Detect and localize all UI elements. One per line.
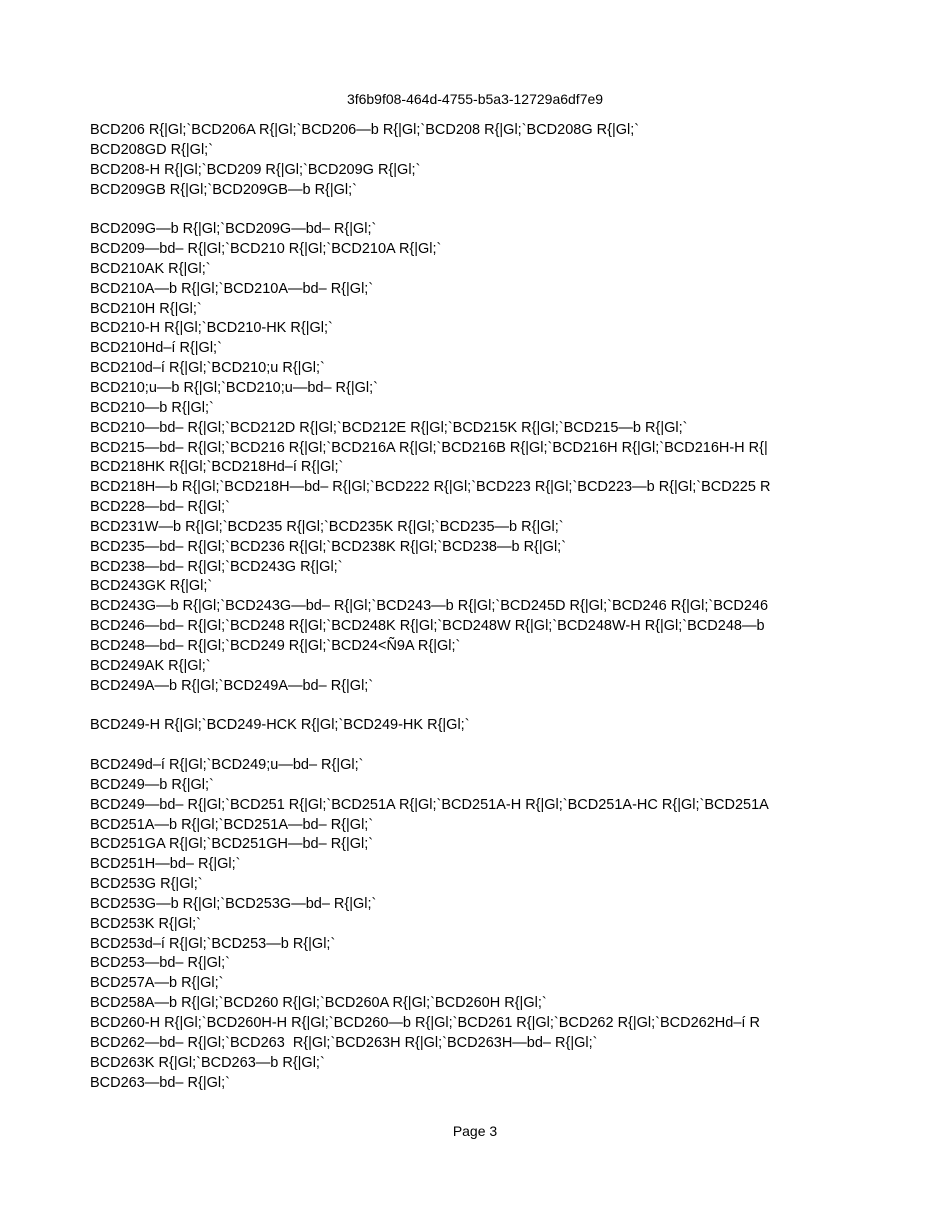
- text-line: BCD209GB R{|Gl;`BCD209GB—b R{|Gl;`: [90, 181, 358, 198]
- text-line: BCD210H R{|Gl;`: [90, 300, 202, 317]
- page-number: Page 3: [452, 1123, 498, 1139]
- text-line: BCD258A—b R{|Gl;`BCD260 R{|Gl;`BCD260A R{|Gl;`BCD260H R{|Gl;`: [90, 995, 547, 1012]
- text-line: BCD210—b R{|Gl;`: [90, 399, 214, 416]
- text-line: BCD249—b R{|Gl;`: [90, 776, 214, 793]
- text-line: BCD253K R{|Gl;`: [90, 915, 201, 932]
- text-line: BCD210A—b R{|Gl;`BCD210A—bd– R{|Gl;`: [90, 280, 374, 297]
- text-line: BCD263—bd– R{|Gl;`: [90, 1074, 230, 1091]
- text-line: BCD206 R{|Gl;`BCD206A R{|Gl;`BCD206—b R{|Gl;`BCD208 R{|Gl;`BCD208G R{|Gl;`: [90, 122, 640, 138]
- text-line: BCD249—bd– R{|Gl;`BCD251 R{|Gl;`BCD251A R{|Gl;`BCD251A-H R{|Gl;`BCD251A-HC R{|Gl;`BCD251A: [90, 796, 769, 813]
- text-line: BCD249-H R{|Gl;`BCD249-HCK R{|Gl;`BCD249-HK R{|Gl;`: [90, 717, 470, 734]
- text-line: BCD249A—b R{|Gl;`BCD249A—bd– R{|Gl;`: [90, 677, 374, 694]
- text-line: BCD238—bd– R{|Gl;`BCD243G R{|Gl;`: [90, 558, 343, 575]
- text-line: BCD251A—b R{|Gl;`BCD251A—bd– R{|Gl;`: [90, 816, 374, 833]
- text-line: BCD209—bd– R{|Gl;`BCD210 R{|Gl;`BCD210A R{|Gl;`: [90, 241, 442, 258]
- blank-line: [90, 200, 818, 220]
- blank-line: [90, 736, 818, 756]
- text-line: BCD210-H R{|Gl;`BCD210-HK R{|Gl;`: [90, 320, 333, 337]
- text-line: BCD231W—b R{|Gl;`BCD235 R{|Gl;`BCD235K R{|Gl;`BCD235—b R{|Gl;`: [90, 518, 564, 535]
- text-line: BCD210Hd–í R{|Gl;`: [90, 340, 222, 357]
- text-line: BCD210—bd– R{|Gl;`BCD212D R{|Gl;`BCD212E R{|Gl;`BCD215K R{|Gl;`BCD215—b R{|Gl;`: [90, 419, 688, 436]
- text-line: BCD235—bd– R{|Gl;`BCD236 R{|Gl;`BCD238K R{|Gl;`BCD238—b R{|Gl;`: [90, 538, 567, 555]
- text-line: BCD253—bd– R{|Gl;`: [90, 955, 230, 972]
- text-line: BCD257A—b R{|Gl;`: [90, 975, 224, 992]
- text-line: BCD249d–í R{|Gl;`BCD249;u—bd– R{|Gl;`: [90, 757, 364, 773]
- text-line: BCD260-H R{|Gl;`BCD260H-H R{|Gl;`BCD260—b R{|Gl;`BCD261 R{|Gl;`BCD262 R{|Gl;`BCD262Hd–í R: [90, 1014, 760, 1031]
- text-line: BCD251GA R{|Gl;`BCD251GH—bd– R{|Gl;`: [90, 836, 374, 853]
- text-line: BCD243GK R{|Gl;`: [90, 578, 213, 595]
- text-line: BCD249AK R{|Gl;`: [90, 657, 211, 674]
- text-line: BCD263K R{|Gl;`BCD263—b R{|Gl;`: [90, 1054, 325, 1071]
- text-line: BCD251H—bd– R{|Gl;`: [90, 856, 241, 873]
- text-line: BCD208GD R{|Gl;`: [90, 141, 214, 158]
- blank-line: [90, 696, 818, 716]
- text-line: BCD248—bd– R{|Gl;`BCD249 R{|Gl;`BCD24<Ñ9A R{|Gl;`: [90, 637, 461, 654]
- text-line: BCD253G—b R{|Gl;`BCD253G—bd– R{|Gl;`: [90, 895, 377, 912]
- text-line: BCD243G—b R{|Gl;`BCD243G—bd– R{|Gl;`BCD243—b R{|Gl;`BCD245D R{|Gl;`BCD246 R{|Gl;`BCD246: [90, 598, 769, 615]
- text-line: BCD218H—b R{|Gl;`BCD218H—bd– R{|Gl;`BCD222 R{|Gl;`BCD223 R{|Gl;`BCD223—b R{|Gl;`BCD225 R: [90, 479, 771, 496]
- page-header: 3f6b9f08-464d-4755-b5a3-12729a6df7e9: [346, 91, 604, 107]
- text-line: BCD253d–í R{|Gl;`BCD253—b R{|Gl;`: [90, 935, 336, 952]
- text-line: BCD210AK R{|Gl;`: [90, 260, 211, 277]
- text-line: BCD208-H R{|Gl;`BCD209 R{|Gl;`BCD209G R{|Gl;`: [90, 161, 421, 178]
- text-line: BCD209G—b R{|Gl;`BCD209G—bd– R{|Gl;`: [90, 221, 377, 238]
- text-line: BCD218HK R{|Gl;`BCD218Hd–í R{|Gl;`: [90, 459, 344, 476]
- text-line: BCD253G R{|Gl;`: [90, 876, 203, 893]
- text-line: BCD215—bd– R{|Gl;`BCD216 R{|Gl;`BCD216A R{|Gl;`BCD216B R{|Gl;`BCD216H R{|Gl;`BCD216H-H R{|: [90, 439, 768, 456]
- text-line: BCD228—bd– R{|Gl;`: [90, 499, 230, 516]
- text-line: BCD210d–í R{|Gl;`BCD210;u R{|Gl;`: [90, 360, 325, 377]
- document-body: [90, 121, 818, 1093]
- text-line: BCD210;u—b R{|Gl;`BCD210;u—bd– R{|Gl;`: [90, 379, 378, 396]
- text-line: BCD246—bd– R{|Gl;`BCD248 R{|Gl;`BCD248K R{|Gl;`BCD248W R{|Gl;`BCD248W-H R{|Gl;`BCD248—b: [90, 618, 765, 635]
- text-line: BCD262—bd– R{|Gl;`BCD263 R{|Gl;`BCD263H R{|Gl;`BCD263H—bd– R{|Gl;`: [90, 1034, 598, 1051]
